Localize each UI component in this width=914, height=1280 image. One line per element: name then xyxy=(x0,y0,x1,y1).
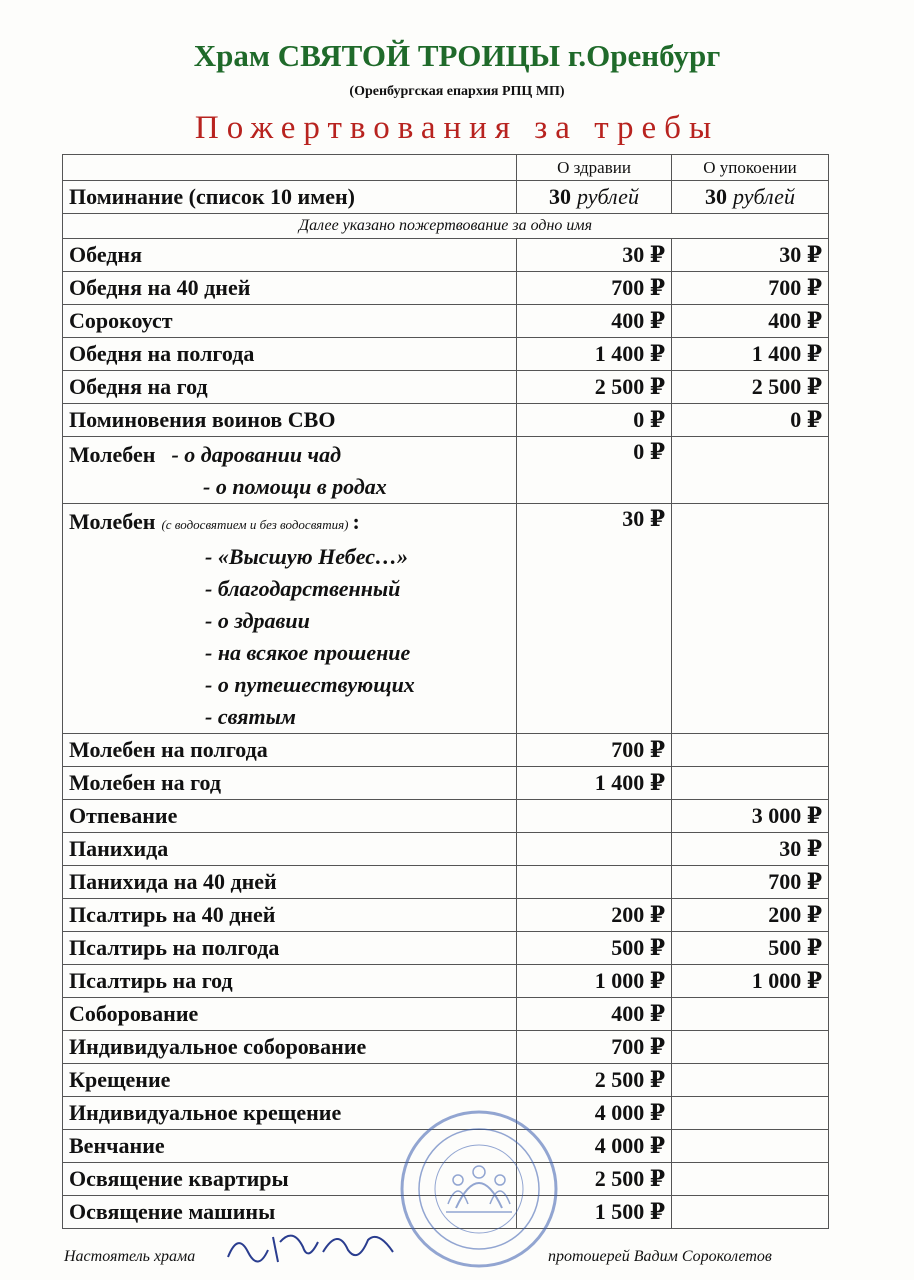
pominanie-repose-price xyxy=(672,181,829,214)
table-row xyxy=(63,833,829,866)
moleben-sub-item: - святым xyxy=(205,704,296,729)
price-repose xyxy=(672,767,829,800)
moleben-label: Молебен xyxy=(69,442,156,467)
price-health xyxy=(517,866,672,899)
service-name: Освящение машины xyxy=(63,1196,517,1229)
table-row xyxy=(63,800,829,833)
price-health: 1 500 ₽ xyxy=(517,1196,672,1229)
moleben-sub-item: - на всякое прошение xyxy=(205,640,411,665)
service-name: Обедня на год xyxy=(63,371,517,404)
price-repose: 500 ₽ xyxy=(672,932,829,965)
service-name: Обедня на 40 дней xyxy=(63,272,517,305)
service-name: Молебен на год xyxy=(63,767,517,800)
price-health xyxy=(517,800,672,833)
table-row xyxy=(63,767,829,800)
price-health: 1 000 ₽ xyxy=(517,965,672,998)
moleben-water-title xyxy=(69,506,510,541)
service-name: Крещение xyxy=(63,1064,517,1097)
table-row xyxy=(63,866,829,899)
price-repose: 2 500 ₽ xyxy=(672,371,829,404)
price-health: 2 500 ₽ xyxy=(517,1064,672,1097)
service-name: Отпевание xyxy=(63,800,517,833)
table-row xyxy=(63,371,829,404)
moleben-water-note: (с водосвятием и без водосвятия) xyxy=(161,517,349,532)
moleben-children-row xyxy=(63,437,829,504)
price-repose xyxy=(672,1130,829,1163)
service-name: Псалтирь на 40 дней xyxy=(63,899,517,932)
price-health: 700 ₽ xyxy=(517,272,672,305)
pominanie-row xyxy=(63,181,829,214)
table-row xyxy=(63,734,829,767)
price-repose: 3 000 ₽ xyxy=(672,800,829,833)
price-health xyxy=(517,833,672,866)
service-name: Псалтирь на полгода xyxy=(63,932,517,965)
table-row xyxy=(63,239,829,272)
service-name: Индивидуальное крещение xyxy=(63,1097,517,1130)
price-repose xyxy=(672,1097,829,1130)
price-repose: 700 ₽ xyxy=(672,272,829,305)
empty-header-cell xyxy=(63,155,517,181)
price-repose: 400 ₽ xyxy=(672,305,829,338)
moleben-water-name xyxy=(63,504,517,734)
price-health: 0 ₽ xyxy=(517,404,672,437)
per-name-note: Далее указано пожертвование за одно имя xyxy=(63,214,829,239)
service-name: Поминовения воинов СВО xyxy=(63,404,517,437)
pominanie-health-amount: 30 xyxy=(549,184,572,209)
price-health: 30 ₽ xyxy=(517,239,672,272)
price-repose xyxy=(672,437,829,504)
price-repose xyxy=(672,734,829,767)
price-health: 2 500 ₽ xyxy=(517,371,672,404)
price-health: 400 ₽ xyxy=(517,998,672,1031)
price-health: 700 ₽ xyxy=(517,734,672,767)
price-repose xyxy=(672,1031,829,1064)
price-repose xyxy=(672,1163,829,1196)
price-health: 1 400 ₽ xyxy=(517,338,672,371)
price-repose xyxy=(672,504,829,734)
price-health: 2 500 ₽ xyxy=(517,1163,672,1196)
church-seal xyxy=(398,1108,560,1270)
service-name: Псалтирь на год xyxy=(63,965,517,998)
service-name: Обедня на полгода xyxy=(63,338,517,371)
column-header-repose: О упокоении xyxy=(672,155,829,181)
price-health: 30 ₽ xyxy=(517,504,672,734)
pominanie-name: Поминание (список 10 имен) xyxy=(63,181,517,214)
moleben-sub-item: - о здравии xyxy=(205,608,310,633)
price-table xyxy=(62,154,829,1229)
moleben-label: Молебен xyxy=(69,509,156,534)
pominanie-repose-unit: рублей xyxy=(733,184,795,209)
moleben-sub-item: - о помощи в родах xyxy=(203,474,387,499)
table-row xyxy=(63,305,829,338)
service-name: Соборование xyxy=(63,998,517,1031)
header-row xyxy=(63,155,829,181)
service-name: Сорокоуст xyxy=(63,305,517,338)
table-row xyxy=(63,899,829,932)
price-repose: 700 ₽ xyxy=(672,866,829,899)
moleben-sub-item: - «Высшую Небес…» xyxy=(205,544,408,569)
moleben-sub-item: - о даровании чад xyxy=(171,442,342,467)
price-health: 200 ₽ xyxy=(517,899,672,932)
table-row xyxy=(63,404,829,437)
service-name: Освящение квартиры xyxy=(63,1163,517,1196)
footer-rector-name: протоиерей Вадим Сороколетов xyxy=(548,1248,772,1265)
service-name: Панихида на 40 дней xyxy=(63,866,517,899)
church-title: Храм СВЯТОЙ ТРОИЦЫ г.Оренбург xyxy=(193,38,721,73)
price-health: 400 ₽ xyxy=(517,305,672,338)
service-name: Индивидуальное соборование xyxy=(63,1031,517,1064)
moleben-colon: : xyxy=(352,509,360,534)
column-header-health: О здравии xyxy=(517,155,672,181)
price-repose xyxy=(672,1196,829,1229)
price-repose: 0 ₽ xyxy=(672,404,829,437)
service-name: Венчание xyxy=(63,1130,517,1163)
eparchy-subtitle: (Оренбургская епархия РПЦ МП) xyxy=(349,84,565,99)
moleben-water-row xyxy=(63,504,829,734)
price-repose: 1 400 ₽ xyxy=(672,338,829,371)
table-row xyxy=(63,998,829,1031)
table-row xyxy=(63,1064,829,1097)
price-health: 1 400 ₽ xyxy=(517,767,672,800)
moleben-sub-item: - о путешествующих xyxy=(205,672,415,697)
price-health: 4 000 ₽ xyxy=(517,1097,672,1130)
price-repose: 1 000 ₽ xyxy=(672,965,829,998)
price-health: 500 ₽ xyxy=(517,932,672,965)
footer-rector-label: Настоятель храма xyxy=(64,1248,196,1265)
price-repose xyxy=(672,998,829,1031)
table-row xyxy=(63,1031,829,1064)
page-heading: Пожертвования за требы xyxy=(194,110,720,146)
pominanie-repose-amount: 30 xyxy=(705,184,728,209)
pominanie-health-price xyxy=(517,181,672,214)
price-health: 4 000 ₽ xyxy=(517,1130,672,1163)
table-row xyxy=(63,272,829,305)
service-name: Панихида xyxy=(63,833,517,866)
price-repose: 200 ₽ xyxy=(672,899,829,932)
pominanie-health-unit: рублей xyxy=(577,184,639,209)
table-row xyxy=(63,965,829,998)
moleben-sub-item: - благодарственный xyxy=(205,576,401,601)
price-repose xyxy=(672,1064,829,1097)
price-health: 700 ₽ xyxy=(517,1031,672,1064)
moleben-children-name xyxy=(63,437,517,504)
price-repose: 30 ₽ xyxy=(672,239,829,272)
price-health: 0 ₽ xyxy=(517,437,672,504)
price-repose: 30 ₽ xyxy=(672,833,829,866)
service-name: Молебен на полгода xyxy=(63,734,517,767)
note-row xyxy=(63,214,829,239)
service-name: Обедня xyxy=(63,239,517,272)
table-row xyxy=(63,932,829,965)
table-row xyxy=(63,338,829,371)
signature xyxy=(218,1222,418,1272)
